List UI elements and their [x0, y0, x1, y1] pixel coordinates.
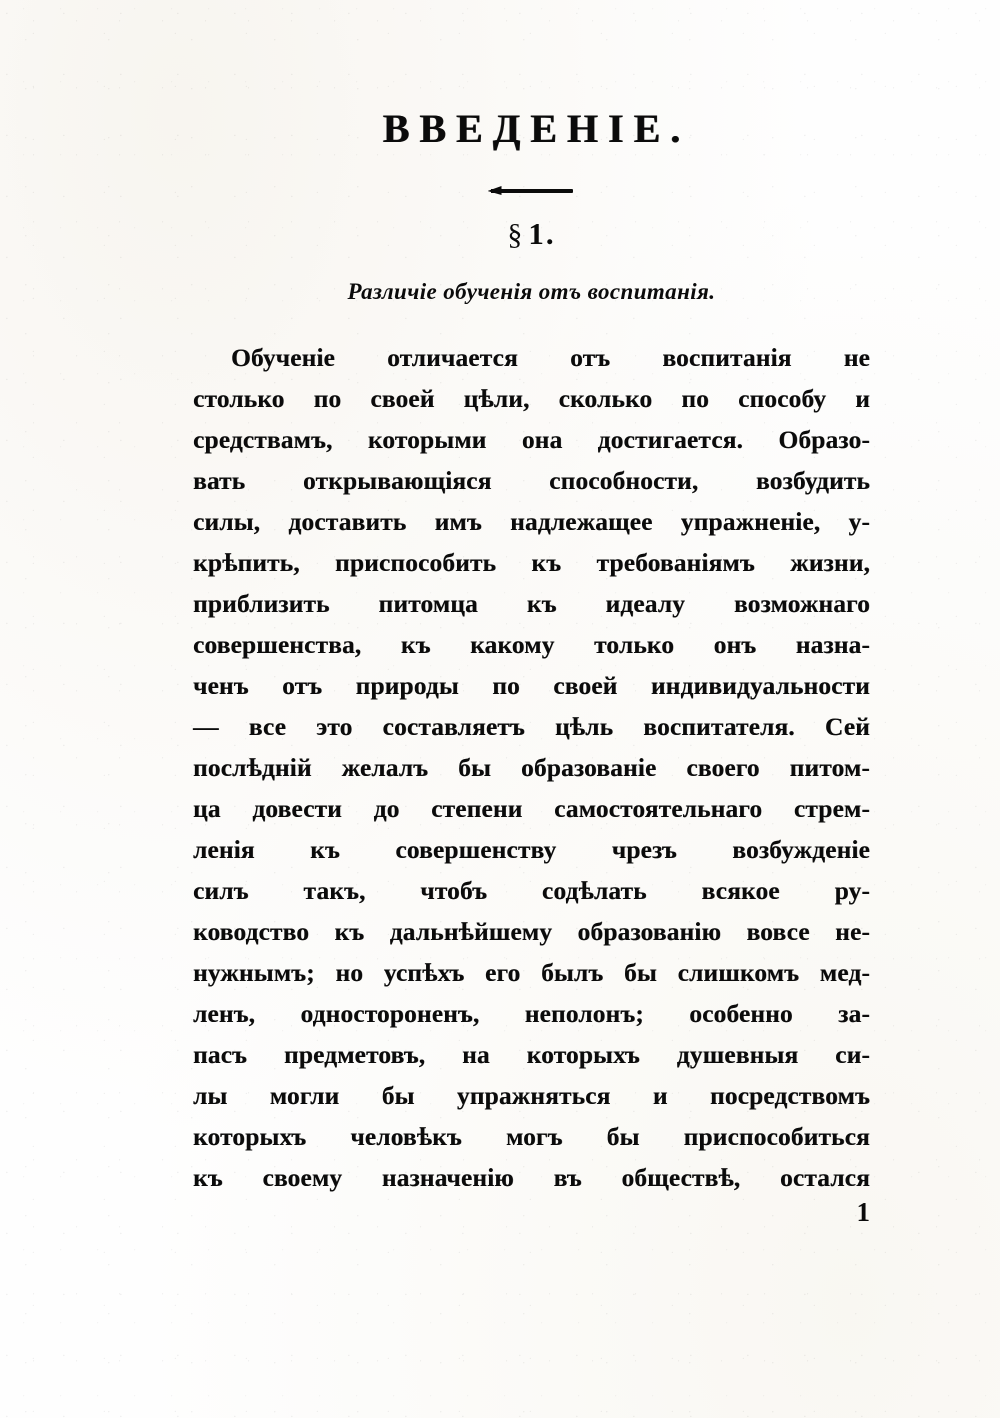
- section-number-heading: [193, 196, 870, 250]
- body-word: не-: [835, 917, 870, 946]
- body-word: бы: [606, 1122, 640, 1151]
- body-word: вать: [193, 466, 246, 495]
- body-word: къ: [310, 835, 340, 864]
- body-word: воспитанія: [662, 343, 792, 372]
- body-line: [193, 747, 870, 788]
- body-word: Обученіе: [231, 343, 335, 372]
- body-line: [193, 665, 870, 706]
- body-word: чрезъ: [611, 835, 677, 864]
- body-word: отъ: [282, 671, 323, 700]
- body-word: до: [373, 794, 400, 823]
- body-word: цѣль: [554, 712, 614, 741]
- body-word: —: [193, 712, 219, 741]
- body-word: ководство: [193, 917, 310, 946]
- body-word: посредствомъ: [709, 1081, 870, 1110]
- body-word: пасъ: [193, 1040, 248, 1069]
- body-word: слишкомъ: [677, 958, 800, 987]
- body-word: силы,: [193, 507, 261, 536]
- body-word: у-: [848, 507, 870, 536]
- body-word: питомца: [378, 589, 478, 618]
- body-word: человѣкъ: [350, 1122, 462, 1151]
- body-word: сколько: [558, 384, 653, 413]
- body-word: къ: [334, 917, 365, 946]
- body-word: достигается.: [597, 425, 744, 454]
- body-word: средствамъ,: [193, 425, 333, 454]
- body-word: цѣли,: [463, 384, 530, 413]
- body-word: самостоятельнаго: [554, 794, 763, 823]
- body-word: своему: [262, 1163, 343, 1192]
- body-word: составляетъ: [382, 712, 525, 741]
- section-subtitle: Различіе обученія отъ воспитанія.: [347, 279, 716, 304]
- body-word: природы: [355, 671, 459, 700]
- section-number: 1.: [528, 216, 556, 251]
- body-word: обществѣ,: [621, 1163, 741, 1192]
- body-word: Образо-: [778, 425, 870, 454]
- body-word: образованію: [577, 917, 722, 946]
- body-word: способу: [738, 384, 827, 413]
- body-word: по: [313, 384, 342, 413]
- body-word: въ: [553, 1163, 582, 1192]
- body-word: но: [335, 958, 364, 987]
- chapter-title: ВВЕДЕНІЕ.: [382, 106, 691, 151]
- body-word: которыми: [367, 425, 487, 454]
- body-word: ченъ: [193, 671, 249, 700]
- body-word: это: [316, 712, 353, 741]
- body-line: [193, 1034, 870, 1075]
- body-word: жизни,: [790, 548, 870, 577]
- body-line: [193, 788, 870, 829]
- body-word: за-: [838, 999, 870, 1028]
- body-word: могъ: [505, 1122, 563, 1151]
- body-word: возбужденіе: [732, 835, 870, 864]
- body-word: ленъ,: [193, 999, 256, 1028]
- body-word: образованіе: [521, 753, 657, 782]
- body-word: остался: [779, 1163, 870, 1192]
- body-word: она: [521, 425, 563, 454]
- body-word: и: [652, 1081, 668, 1110]
- body-line: [193, 829, 870, 870]
- body-word: назна-: [795, 630, 870, 659]
- body-word: своего: [686, 753, 760, 782]
- body-word: довести: [252, 794, 342, 823]
- body-word: своей: [553, 671, 618, 700]
- body-word: послѣдній: [193, 753, 312, 782]
- body-word: бы: [624, 958, 657, 987]
- body-word: приспособить: [335, 548, 497, 577]
- body-line: [193, 501, 870, 542]
- body-line: [193, 952, 870, 993]
- body-word: неполонъ;: [524, 999, 644, 1028]
- body-word: совершенству: [395, 835, 557, 864]
- body-word: способности,: [549, 466, 699, 495]
- body-word: не: [843, 343, 870, 372]
- body-line: [193, 1157, 870, 1198]
- body-word: своей: [370, 384, 435, 413]
- body-word: душевныя: [676, 1040, 799, 1069]
- body-word: крѣпить,: [193, 548, 300, 577]
- body-word: индивидуальности: [650, 671, 870, 700]
- body-line: [193, 706, 870, 747]
- body-word: чтобъ: [420, 876, 488, 905]
- page-text-column: [193, 0, 870, 1198]
- body-word: къ: [193, 1163, 223, 1192]
- body-word: успѣхъ: [383, 958, 465, 987]
- body-word: требованіямъ: [596, 548, 755, 577]
- body-word: и: [855, 384, 870, 413]
- body-word: особенно: [689, 999, 793, 1028]
- body-word: упражненіе,: [680, 507, 821, 536]
- body-word: си-: [835, 1040, 870, 1069]
- body-line: [193, 419, 870, 460]
- body-word: бы: [458, 753, 492, 782]
- ornament-divider: [193, 186, 870, 196]
- body-word: его: [485, 958, 521, 987]
- body-line: [193, 337, 870, 378]
- body-word: ру-: [834, 876, 870, 905]
- body-word: къ: [531, 548, 562, 577]
- body-line: [193, 583, 870, 624]
- body-line: [193, 542, 870, 583]
- body-word: къ: [400, 630, 431, 659]
- body-line: [193, 1075, 870, 1116]
- body-line: [193, 911, 870, 952]
- body-word: столько: [193, 384, 285, 413]
- body-word: идеалу: [605, 589, 686, 618]
- body-word: которыхъ: [526, 1040, 640, 1069]
- body-word: дальнѣйшему: [389, 917, 553, 946]
- body-word: мед-: [819, 958, 870, 987]
- horizontal-rule-ornament-icon: [491, 189, 573, 193]
- body-word: къ: [526, 589, 557, 618]
- body-word: силъ: [193, 876, 249, 905]
- body-word: могли: [269, 1081, 340, 1110]
- body-word: вовсе: [746, 917, 810, 946]
- body-word: какому: [470, 630, 555, 659]
- body-word: надлежащее: [510, 507, 653, 536]
- body-word: былъ: [541, 958, 604, 987]
- body-word: открывающіяся: [302, 466, 492, 495]
- body-word: такъ,: [303, 876, 366, 905]
- body-word: возможнаго: [733, 589, 870, 618]
- body-word: лы: [193, 1081, 228, 1110]
- body-word: имъ: [434, 507, 482, 536]
- body-word: приспособиться: [683, 1122, 870, 1151]
- body-word: Сей: [824, 712, 870, 741]
- body-word: ца: [193, 794, 221, 823]
- body-word: все: [248, 712, 287, 741]
- body-line: [193, 993, 870, 1034]
- page-number-folio: 1: [856, 1197, 870, 1227]
- body-line: [193, 378, 870, 419]
- body-word: нужнымъ;: [193, 958, 315, 987]
- body-word: бы: [381, 1081, 415, 1110]
- body-paragraph: [193, 303, 870, 1198]
- body-word: степени: [431, 794, 523, 823]
- body-word: отличается: [387, 343, 518, 372]
- body-word: которыхъ: [193, 1122, 307, 1151]
- body-word: онъ: [713, 630, 757, 659]
- body-word: всякое: [701, 876, 780, 905]
- body-line: [193, 1116, 870, 1157]
- body-word: по: [681, 384, 709, 413]
- body-word: совершенства,: [193, 630, 362, 659]
- body-word: возбудить: [755, 466, 870, 495]
- body-word: воспитателя.: [643, 712, 795, 741]
- body-word: приблизить: [193, 589, 330, 618]
- body-line: [193, 870, 870, 911]
- body-word: назначенію: [381, 1163, 514, 1192]
- body-word: на: [462, 1040, 490, 1069]
- body-line: [193, 460, 870, 501]
- section-sign-icon: §: [507, 218, 525, 251]
- body-word: по: [492, 671, 520, 700]
- body-word: доставить: [288, 507, 407, 536]
- body-word: одностороненъ,: [300, 999, 480, 1028]
- body-line: [193, 624, 870, 665]
- body-word: отъ: [570, 343, 611, 372]
- body-word: питом-: [789, 753, 870, 782]
- body-word: стрем-: [793, 794, 870, 823]
- body-word: предметовъ,: [283, 1040, 426, 1069]
- body-word: желалъ: [341, 753, 429, 782]
- body-word: упражняться: [456, 1081, 611, 1110]
- body-word: ленія: [193, 835, 255, 864]
- body-word: содѣлать: [541, 876, 647, 905]
- body-word: только: [594, 630, 675, 659]
